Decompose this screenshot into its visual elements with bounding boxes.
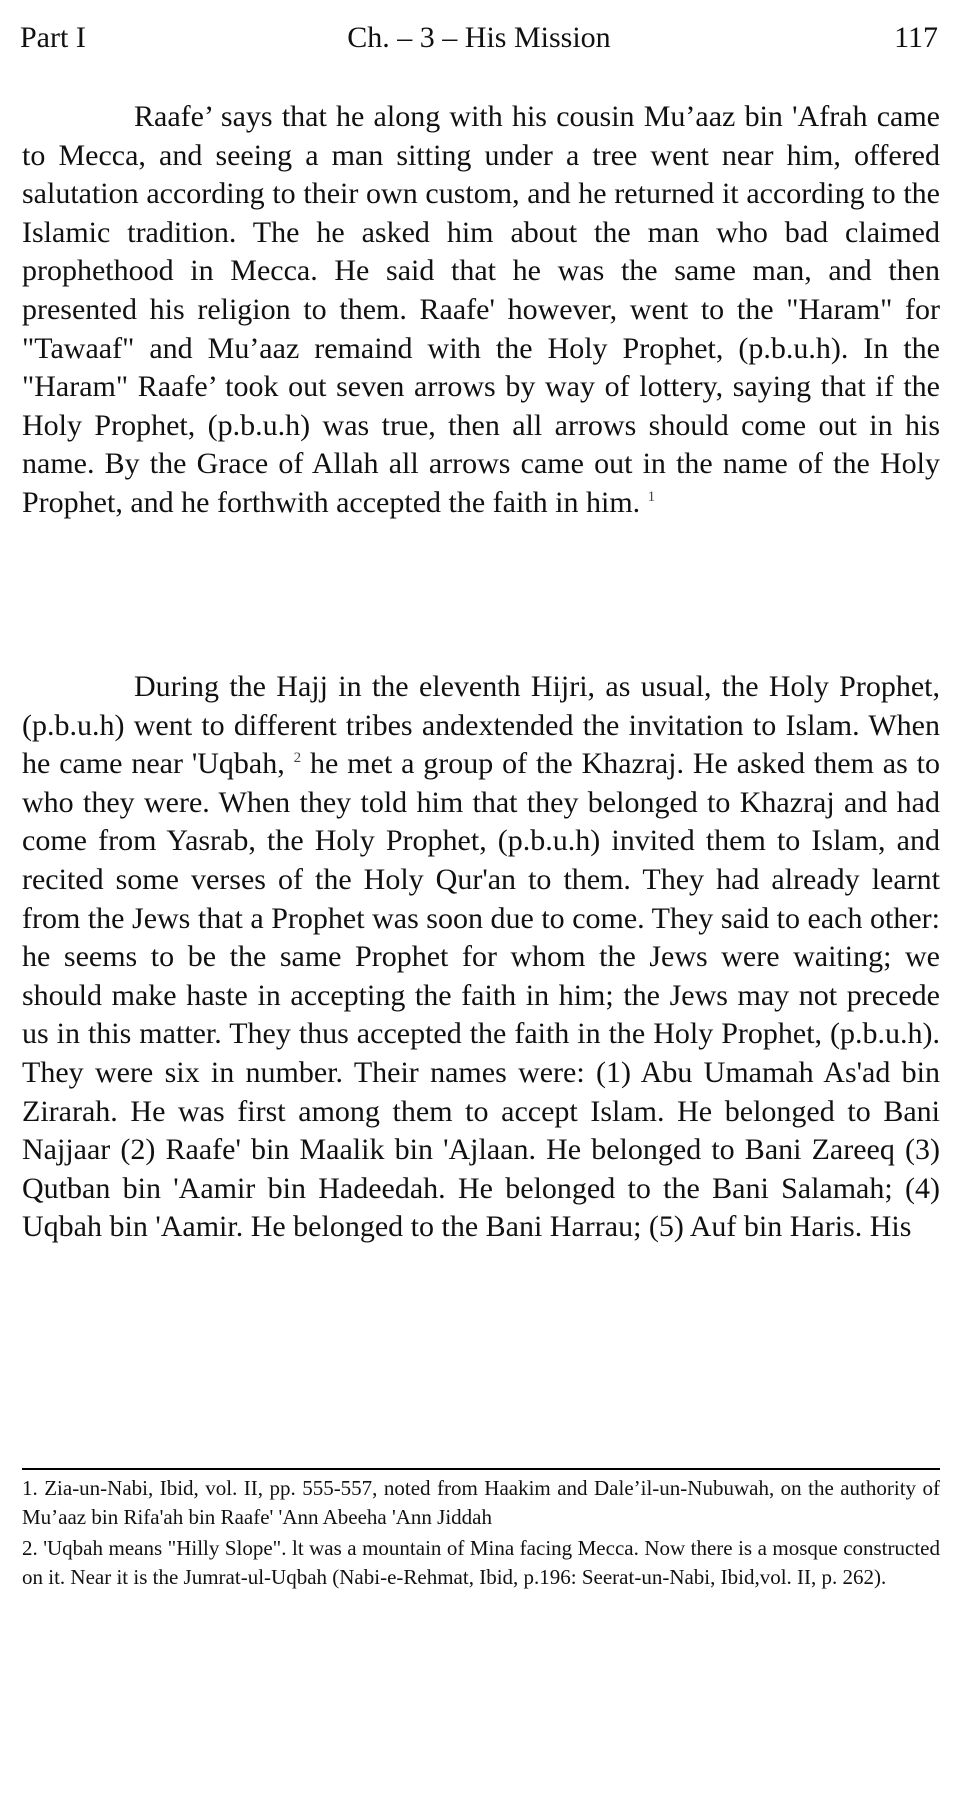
page-number: 117 — [894, 21, 938, 54]
footnotes — [22, 1474, 940, 1594]
footnote-2: 2. 'Uqbah means "Hilly Slope". lt was a mountain of Mina facing Mecca. Now there is a mosque constructed on it. Near it is the Jumrat-ul-Uqbah (Nabi-e-Rehmat, Ibid, p.196: Seerat-un-Nabi, Ibid,vol. II, p. 262). — [22, 1536, 940, 1589]
paragraph-1-text: Raafe’ says that he along with his cousin Mu’aaz bin 'Afrah came to Mecca, and seeing a man sitting under a tree went near him, offered salutation according to their own custom, and he returned it according to the Islamic tradition. The he asked him about the man who bad claimed prophethood in Mecca. He said that he was the same man, and then presented his religion to them. Raafe' however, went to the "Haram" for "Tawaaf" and Mu’aaz remaind with the Holy Prophet, (p.b.u.h). In the "Haram" Raafe’ took out seven arrows by way of lottery, saying that if the Holy Prophet, (p.b.u.h) was true, then all arrows should come out in his name. By the Grace of Allah all arrows came out in the name of the Holy Prophet, and he forthwith accepted the faith in him. — [22, 100, 940, 519]
paragraph-2-text-before-ref: During the Hajj in the eleventh Hijri, as usual, the Holy Prophet, (p.b.u.h) went to different tribes andextended the invitation to Islam. When he came near 'Uqbah, — [22, 670, 940, 781]
paragraph-2 — [22, 668, 940, 1247]
part-label: Part I — [20, 21, 86, 54]
paragraph-1 — [22, 98, 940, 523]
page-header — [20, 18, 938, 58]
footnote-ref-2[interactable]: 2 — [293, 750, 302, 767]
paragraph-2-text-after-ref: he met a group of the Khazraj. He asked them as to who they were. When they told him that they belonged to Khazraj and had come from Yasrab, the Holy Prophet, (p.b.u.h) invited them to Islam, and recited some verses of the Holy Qur'an to them. They had already learnt from the Jews that a Prophet was soon due to come. They said to each other: he seems to be the same Prophet for whom the Jews were waiting; we should make haste in accepting the faith in him; the Jews may not precede us in this matter. They thus accepted the faith in the Holy Prophet, (p.b.u.h). They were six in number. Their names were: (1) Abu Umamah As'ad bin Zirarah. He was first among them to accept Islam. He belonged to Bani Najjaar (2) Raafe' bin Maalik bin 'Ajlaan. He belonged to Bani Zareeq (3) Qutban bin 'Aamir bin Hadeedah. He belonged to the Bani Salamah; (4) Uqbah bin 'Aamir. He belonged to the Bani Harrau; (5) Auf bin Haris. His — [22, 747, 941, 1244]
chapter-title: Ch. – 3 – His Mission — [347, 21, 611, 54]
footnote-ref-1[interactable]: 1 — [647, 488, 656, 505]
footnote-divider — [22, 1468, 940, 1470]
footnote-1: 1. Zia-un-Nabi, Ibid, vol. II, pp. 555-557, noted from Haakim and Dale’il-un-Nubuwah, on the authority of Mu’aaz bin Rifa'ah bin Raafe' 'Ann Abeeha 'Ann Jiddah — [22, 1476, 940, 1529]
